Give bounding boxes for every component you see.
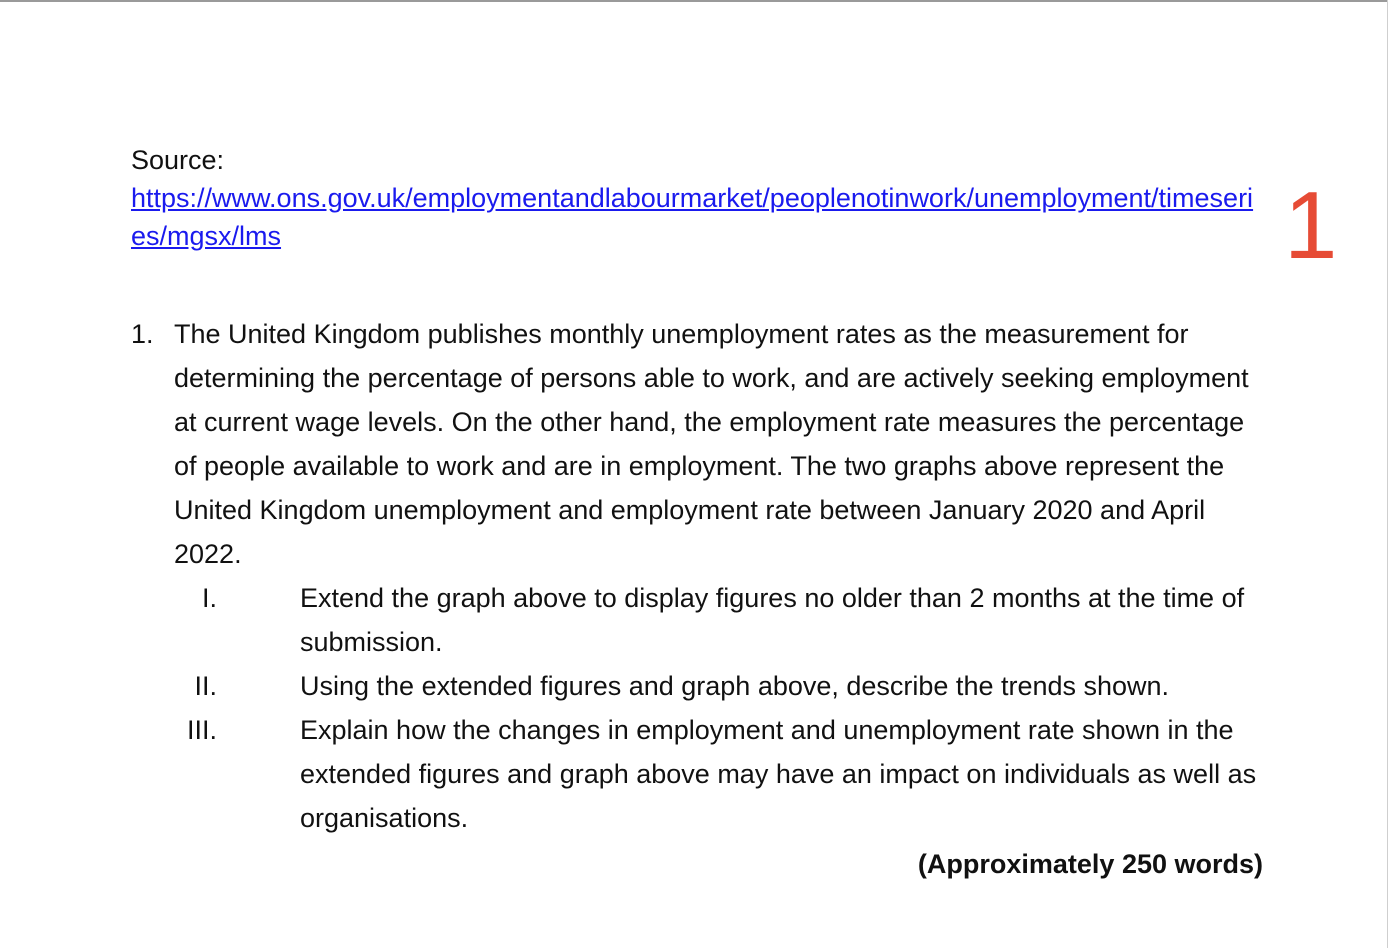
source-label: Source: bbox=[131, 145, 225, 175]
page-top-border bbox=[0, 0, 1388, 2]
sub-item-text: Extend the graph above to display figures no older than 2 months at the time of submission. bbox=[300, 583, 1245, 657]
sub-item-text: Using the extended figures and graph above, describe the trends shown. bbox=[300, 671, 1170, 701]
sub-item-number: III. bbox=[186, 715, 217, 745]
question-number: 1. bbox=[131, 319, 154, 349]
page-number: 1 bbox=[1284, 172, 1338, 279]
word-count-note: (Approximately 250 words) bbox=[917, 849, 1263, 879]
source-link[interactable]: https://www.ons.gov.uk/employmentandlabourmarket/peoplenotinwork/unemployment/timeseries/mgsx/lms bbox=[131, 183, 1254, 251]
question-text: The United Kingdom publishes monthly unemployment rates as the measurement for determining the percentage of persons able to work, and are actively seeking employment at current wage levels. On the other hand, the employment rate measures the percentage of people available to work and are in employment. The two graphs above represent the United Kingdom unemployment and employment rate between January 2020 and April 2022. bbox=[174, 319, 1249, 569]
sub-item-text: Explain how the changes in employment and unemployment rate shown in the extended figures and graph above may have an impact on individuals as well as organisations. bbox=[300, 715, 1257, 833]
sub-item-number: I. bbox=[201, 583, 217, 613]
sub-item-number: II. bbox=[194, 671, 217, 701]
